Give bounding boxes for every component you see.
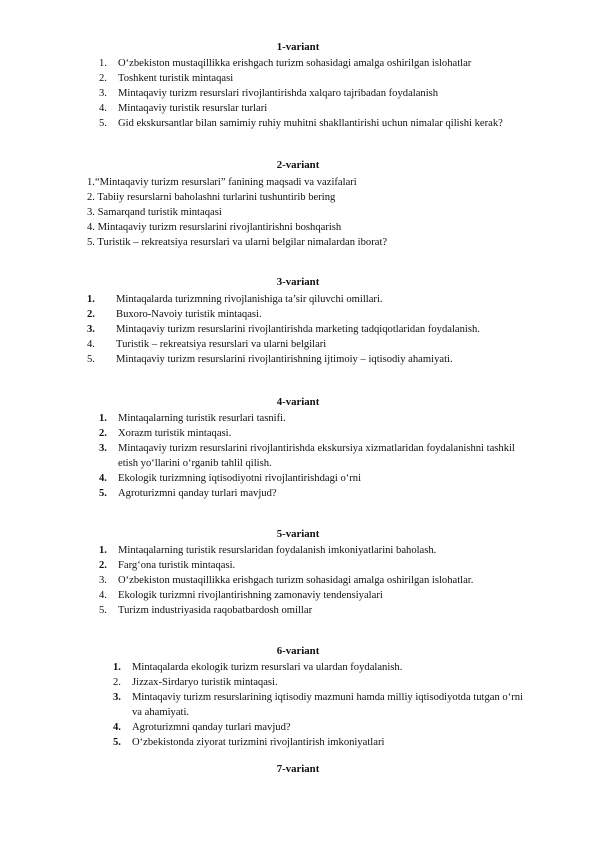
variant-6-title: 6-variant — [276, 645, 320, 657]
list-item — [99, 411, 533, 426]
list-item — [99, 603, 533, 618]
item-number: 5. — [87, 237, 95, 249]
variant-3-list — [87, 292, 533, 367]
item-text: Samarqand turistik mintaqasi — [97, 207, 222, 219]
item-text: Mintaqalarda turizmning rivojlanishiga ta’sir qiluvchi omillari. — [116, 294, 383, 305]
list-item — [87, 205, 533, 220]
item-text: Gid ekskursantlar bilan samimiy ruhiy muhitni shakllantirishi uchun nimalar qilishi kerak? — [118, 118, 503, 130]
item-number: 2. — [87, 192, 95, 204]
item-text: Jizzax-Sirdaryo turistik mintaqasi. — [132, 677, 278, 689]
variant-6-list — [113, 660, 533, 750]
item-number: 2. — [99, 73, 107, 85]
item-number: 4. — [99, 103, 107, 115]
list-item — [113, 660, 533, 675]
item-number: 2. — [99, 428, 107, 440]
variant-3-title: 3-variant — [276, 276, 320, 288]
item-text: “Mintaqaviy turizm resurslari” fanining maqsadi va vazifalari — [94, 177, 357, 188]
variant-5-list — [99, 543, 533, 618]
item-number: 2. — [113, 677, 121, 689]
list-item — [87, 190, 533, 205]
item-text: Ekologik turizmning iqtisodiyotni rivojlantirishdagi o‘rni — [118, 473, 362, 485]
item-text: Mintaqalarning turistik resurlari tasnifi. — [118, 413, 286, 424]
item-text: Farg‘ona turistik mintaqasi. — [118, 560, 236, 572]
item-text: Toshkent turistik mintaqasi — [118, 73, 234, 85]
list-item — [99, 71, 533, 86]
item-text: Turizm industriyasida raqobatbardosh omillar — [118, 605, 313, 617]
list-item — [99, 558, 533, 573]
item-text: Ekologik turizmni rivojlantirishning zamonaviy tendensiyalari — [118, 590, 383, 602]
variant-2-title: 2-variant — [276, 159, 320, 171]
list-item — [99, 101, 533, 116]
list-item — [87, 352, 533, 367]
item-text: Mintaqalarning turistik resurslaridan foydalanish imkoniyatlarini baholash. — [118, 545, 437, 556]
item-number: 1. — [113, 662, 121, 673]
item-number: 1. — [87, 177, 95, 188]
item-number: 4. — [87, 222, 95, 234]
list-item — [99, 471, 533, 486]
item-number: 1. — [99, 413, 107, 424]
item-number: 2. — [87, 309, 95, 321]
item-number: 3. — [99, 575, 107, 587]
list-item — [87, 292, 533, 307]
variant-5-title: 5-variant — [276, 528, 320, 540]
item-number: 4. — [113, 722, 121, 734]
list-item — [113, 720, 533, 735]
variant-7-title: 7-variant — [276, 763, 320, 775]
item-number: 2. — [99, 560, 107, 572]
list-item — [99, 588, 533, 603]
item-number: 1. — [87, 294, 95, 305]
item-text: Turistik – rekreatsiya resurslari va ularni belgilari — [116, 339, 327, 351]
variant-4-title: 4-variant — [276, 396, 320, 408]
item-number: 5. — [113, 737, 121, 749]
list-item — [99, 543, 533, 558]
list-item — [113, 690, 533, 720]
item-text: Mintaqaviy turizm resurslarini rivojlantirishning ijtimoiy – iqtisodiy ahamiyati. — [116, 354, 453, 366]
item-number: 3. — [87, 207, 95, 219]
list-item — [99, 116, 533, 131]
item-text: Agroturizmni qanday turlari mavjud? — [118, 488, 277, 500]
list-item — [99, 486, 533, 501]
list-item — [99, 426, 533, 441]
list-item — [99, 56, 533, 71]
item-text: Buxoro-Navoiy turistik mintaqasi. — [116, 309, 262, 321]
item-text: Xorazm turistik mintaqasi. — [118, 428, 232, 440]
list-item — [87, 337, 533, 352]
list-item — [87, 220, 533, 235]
item-text: Mintaqaviy turizm resurslarini rivojlantirishni boshqarish — [97, 222, 342, 234]
variant-1-list — [99, 56, 533, 131]
item-number: 1. — [99, 58, 107, 69]
list-item — [99, 573, 533, 588]
variant-4-list — [99, 411, 533, 501]
item-text: Mintaqaviy turizm resurslarining iqtisodiy mazmuni hamda milliy iqtisodiyotda tutgan o‘rni va ahamiyati. — [132, 692, 524, 719]
item-number: 3. — [99, 443, 107, 455]
item-number: 4. — [99, 473, 107, 485]
item-text: O‘zbekiston mustaqillikka erishgach turizm sohasidagi amalga oshirilgan islohatlar. — [118, 575, 474, 587]
list-item — [113, 675, 533, 690]
item-text: Mintaqalarda ekologik turizm resurslari va ulardan foydalanish. — [132, 662, 403, 673]
list-item — [87, 307, 533, 322]
item-text: Agroturizmni qanday turlari mavjud? — [132, 722, 291, 734]
item-number: 5. — [99, 488, 107, 500]
list-item — [99, 441, 533, 471]
item-number: 1. — [99, 545, 107, 556]
item-text: O‘zbekiston mustaqillikka erishgach turizm sohasidagi amalga oshirilgan islohatlar — [118, 58, 472, 69]
item-number: 4. — [99, 590, 107, 602]
item-number: 3. — [87, 324, 95, 336]
list-item — [87, 235, 533, 250]
item-text: Mintaqaviy turizm resurslarini rivojlantirishda marketing tadqiqotlaridan foydalanish. — [116, 324, 480, 336]
item-text: Tabiiy resurslarni baholashni turlarini tushuntirib bering — [97, 192, 336, 204]
item-text: Mintaqaviy turistik resurslar turlari — [118, 103, 268, 115]
list-item — [99, 86, 533, 101]
item-text: Mintaqaviy turizm resurslarini rivojlantirishda ekskursiya xizmatlaridan foydalanishni tashkil etish yo‘llarini o‘rganib tahlil qilish. — [118, 443, 515, 470]
list-item — [87, 322, 533, 337]
item-number: 4. — [87, 339, 95, 351]
item-number: 5. — [99, 118, 107, 130]
item-number: 5. — [87, 354, 95, 366]
item-text: Mintaqaviy turizm resurslari rivojlantirishda xalqaro tajribadan foydalanish — [118, 88, 439, 100]
item-text: Turistik – rekreatsiya resurslari va ularni belgilar nimalardan iborat? — [97, 237, 388, 249]
list-item — [87, 175, 533, 190]
item-number: 3. — [99, 88, 107, 100]
variant-1-title: 1-variant — [276, 41, 320, 53]
item-text: O‘zbekistonda ziyorat turizmini rivojlantirish imkoniyatlari — [132, 737, 385, 749]
item-number: 3. — [113, 692, 121, 704]
item-number: 5. — [99, 605, 107, 617]
list-item — [113, 735, 533, 750]
variant-2-list — [87, 175, 533, 250]
